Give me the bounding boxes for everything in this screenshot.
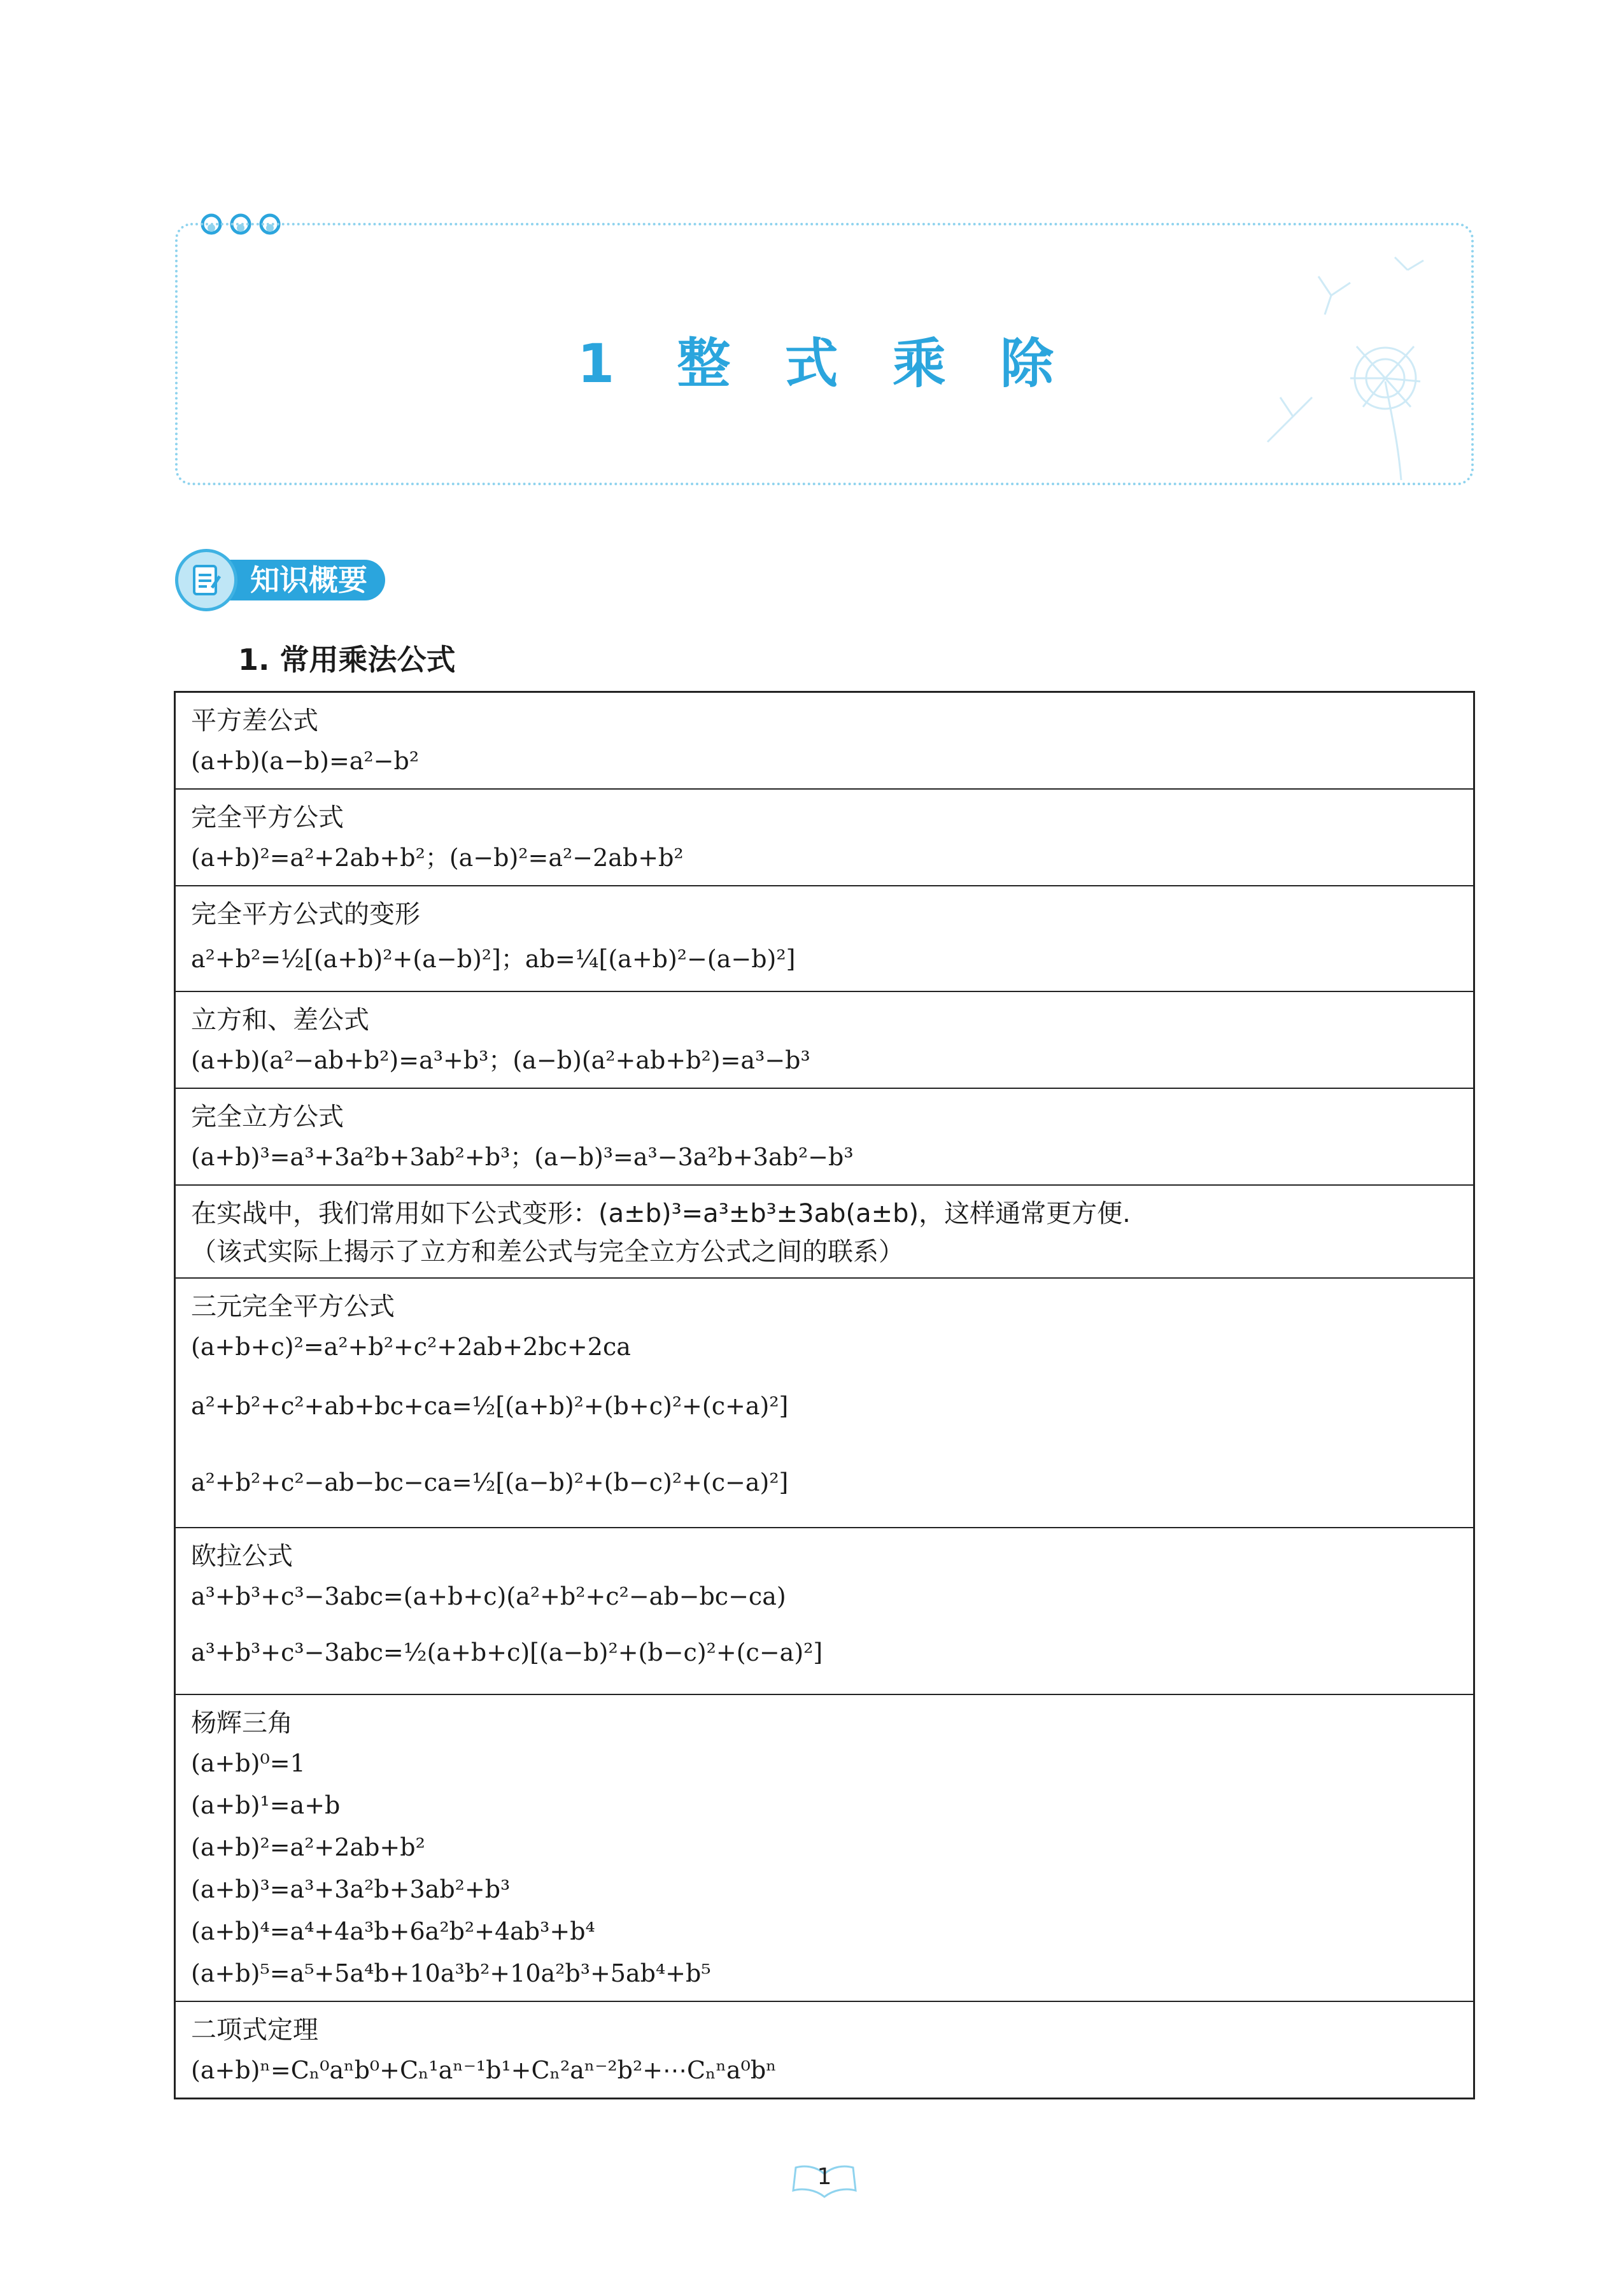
formula-row [176, 1694, 1473, 2001]
badge-label: 知识概要 [222, 560, 385, 600]
formula-line: (a+b)(a²−ab+b²)=a³+b³；(a−b)(a²+ab+b²)=a³−b³ [191, 1046, 810, 1074]
notepad-icon [175, 549, 237, 611]
formula-row [176, 1277, 1473, 1527]
formula-line: (a+b)⁵=a⁵+5a⁴b+10a³b²+10a²b³+5ab⁴+b⁵ [191, 1959, 711, 1987]
formula-title: 完全立方公式 [191, 1102, 344, 1132]
page-number-text: 1 [817, 2164, 832, 2190]
formula-title: 在实战中，我们常用如下公式变形：(a±b)³=a³±b³±3ab(a±b)，这样通常更方便. [191, 1199, 1131, 1228]
formula-row [176, 1088, 1473, 1184]
dandelion-decoration-icon [1255, 251, 1458, 480]
formula-row [176, 885, 1473, 991]
formula-line: (a+b+c)²=a²+b²+c²+2ab+2bc+2ca [191, 1333, 631, 1361]
formula-line: (a+b)ⁿ=Cₙ⁰aⁿb⁰+Cₙ¹aⁿ⁻¹b¹+Cₙ²aⁿ⁻²b²+⋯Cₙⁿa⁰bⁿ [191, 2056, 777, 2084]
formula-line: a³+b³+c³−3abc=(a+b+c)(a²+b²+c²−ab−bc−ca) [191, 1582, 786, 1610]
formula-row [176, 991, 1473, 1088]
formula-title: 完全平方公式的变形 [191, 900, 420, 929]
formula-row [176, 1184, 1473, 1277]
formula-line: (a+b)³=a³+3a²b+3ab²+b³；(a−b)³=a³−3a²b+3ab²−b³ [191, 1143, 854, 1171]
formula-title: 平方差公式 [191, 706, 318, 735]
formula-line: a²+b²+c²−ab−bc−ca=½[(a−b)²+(b−c)²+(c−a)²] [191, 1468, 789, 1496]
formula-line: (a+b)¹=a+b [191, 1791, 341, 1819]
formula-title: 立方和、差公式 [191, 1005, 369, 1035]
formula-row [176, 1527, 1473, 1694]
formula-line: (a+b)⁴=a⁴+4a³b+6a²b²+4ab³+b⁴ [191, 1917, 595, 1945]
formula-note: （该式实际上揭示了立方和差公式与完全立方公式之间的联系） [191, 1237, 904, 1267]
knowledge-summary-badge [175, 553, 385, 607]
formula-line: (a+b)²=a²+2ab+b² [191, 1833, 425, 1861]
page-number [789, 2159, 859, 2203]
section-heading: 1. 常用乘法公式 [238, 643, 456, 677]
chapter-title-box [175, 223, 1474, 485]
formula-title: 二项式定理 [191, 2015, 318, 2045]
chapter-title-text: 整 式 乘 除 [677, 332, 1072, 395]
formula-row [176, 693, 1473, 788]
formula-title: 杨辉三角 [191, 1708, 293, 1738]
formula-title: 完全平方公式 [191, 803, 344, 832]
formula-line: a²+b²+c²+ab+bc+ca=½[(a+b)²+(b+c)²+(c+a)²] [191, 1392, 789, 1420]
chapter-number: 1 [577, 332, 633, 395]
formula-line: (a+b)²=a²+2ab+b²；(a−b)²=a²−2ab+b² [191, 844, 684, 872]
formula-line: a²+b²=½[(a+b)²+(a−b)²]；ab=¼[(a+b)²−(a−b)²] [191, 945, 796, 973]
formula-row [176, 2001, 1473, 2098]
formula-title: 三元完全平方公式 [191, 1292, 395, 1321]
formula-row [176, 788, 1473, 885]
formula-line: (a+b)(a−b)=a²−b² [191, 747, 420, 775]
formula-line: (a+b)⁰=1 [191, 1749, 306, 1777]
formula-line: a³+b³+c³−3abc=½(a+b+c)[(a−b)²+(b−c)²+(c−a)²] [191, 1638, 823, 1666]
formula-table [174, 691, 1475, 2099]
formula-line: (a+b)³=a³+3a²b+3ab²+b³ [191, 1875, 511, 1903]
formula-title: 欧拉公式 [191, 1542, 293, 1571]
